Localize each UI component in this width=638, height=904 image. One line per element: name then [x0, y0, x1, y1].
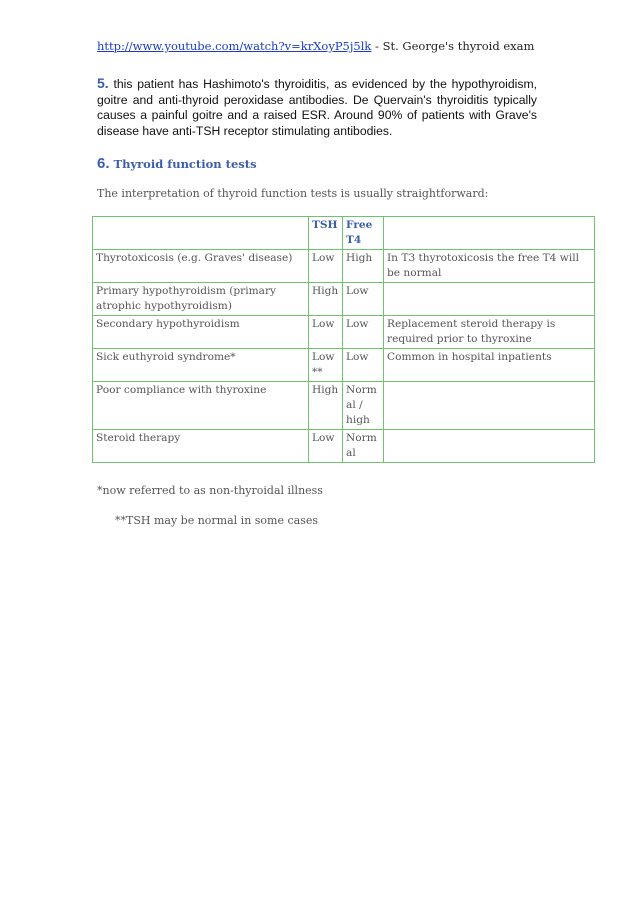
table-row [93, 283, 595, 316]
youtube-link[interactable]: http://www.youtube.com/watch?v=krXoyP5j5lk [97, 39, 372, 53]
free-t4-cell: Normal / high [343, 382, 384, 430]
tsh-cell: Low [309, 430, 343, 463]
tsh-cell: Low [309, 316, 343, 349]
paragraph-number: 5. [97, 75, 109, 91]
free-t4-cell: Normal [343, 430, 384, 463]
notes-cell: Replacement steroid therapy is required prior to thyroxine [384, 316, 595, 349]
header-cell-free-t4: Free T4 [343, 217, 384, 250]
notes-cell [384, 382, 595, 430]
table-row [93, 250, 595, 283]
header-cell-tsh: TSH [309, 217, 343, 250]
paragraph-text: this patient has Hashimoto's thyroiditis, as evidenced by the hypothyroidism, goitre and anti-thyroid peroxidase antibodies. De Quervain's thyroiditis typically causes a painful goitre and a raised ESR. Around 90% of patients with Grave's disease have anti-TSH receptor stimulating antibodies. [97, 77, 537, 138]
notes-cell [384, 283, 595, 316]
page-header [97, 39, 534, 53]
tsh-cell: High [309, 382, 343, 430]
section-heading [97, 155, 257, 172]
header-cell [93, 217, 309, 250]
condition-cell: Steroid therapy [93, 430, 309, 463]
section-title: Thyroid function tests [109, 157, 257, 171]
notes-cell: In T3 thyrotoxicosis the free T4 will be normal [384, 250, 595, 283]
table-row [93, 382, 595, 430]
free-t4-cell: Low [343, 316, 384, 349]
tsh-cell: Low [309, 250, 343, 283]
free-t4-cell: High [343, 250, 384, 283]
table-row [93, 430, 595, 463]
condition-cell: Sick euthyroid syndrome* [93, 349, 309, 382]
table-row [93, 349, 595, 382]
free-t4-cell: Low [343, 349, 384, 382]
condition-cell: Poor compliance with thyroxine [93, 382, 309, 430]
condition-cell: Thyrotoxicosis (e.g. Graves' disease) [93, 250, 309, 283]
footnote-non-thyroidal: *now referred to as non-thyroidal illness [97, 484, 323, 497]
condition-cell: Secondary hypothyroidism [93, 316, 309, 349]
notes-cell [384, 430, 595, 463]
table-header-row [93, 217, 595, 250]
section-number: 6. [97, 155, 110, 172]
answer-paragraph-5 [97, 76, 537, 139]
free-t4-cell: Low [343, 283, 384, 316]
tsh-cell: High [309, 283, 343, 316]
intro-text: The interpretation of thyroid function tests is usually straightforward: [97, 187, 489, 200]
header-cell [384, 217, 595, 250]
thyroid-function-table [92, 216, 595, 463]
header-suffix: - St. George's thyroid exam [371, 39, 535, 53]
footnote-tsh-normal: **TSH may be normal in some cases [115, 514, 319, 527]
tsh-cell: Low** [309, 349, 343, 382]
notes-cell: Common in hospital inpatients [384, 349, 595, 382]
table-row [93, 316, 595, 349]
condition-cell: Primary hypothyroidism (primary atrophic hypothyroidism) [93, 283, 309, 316]
